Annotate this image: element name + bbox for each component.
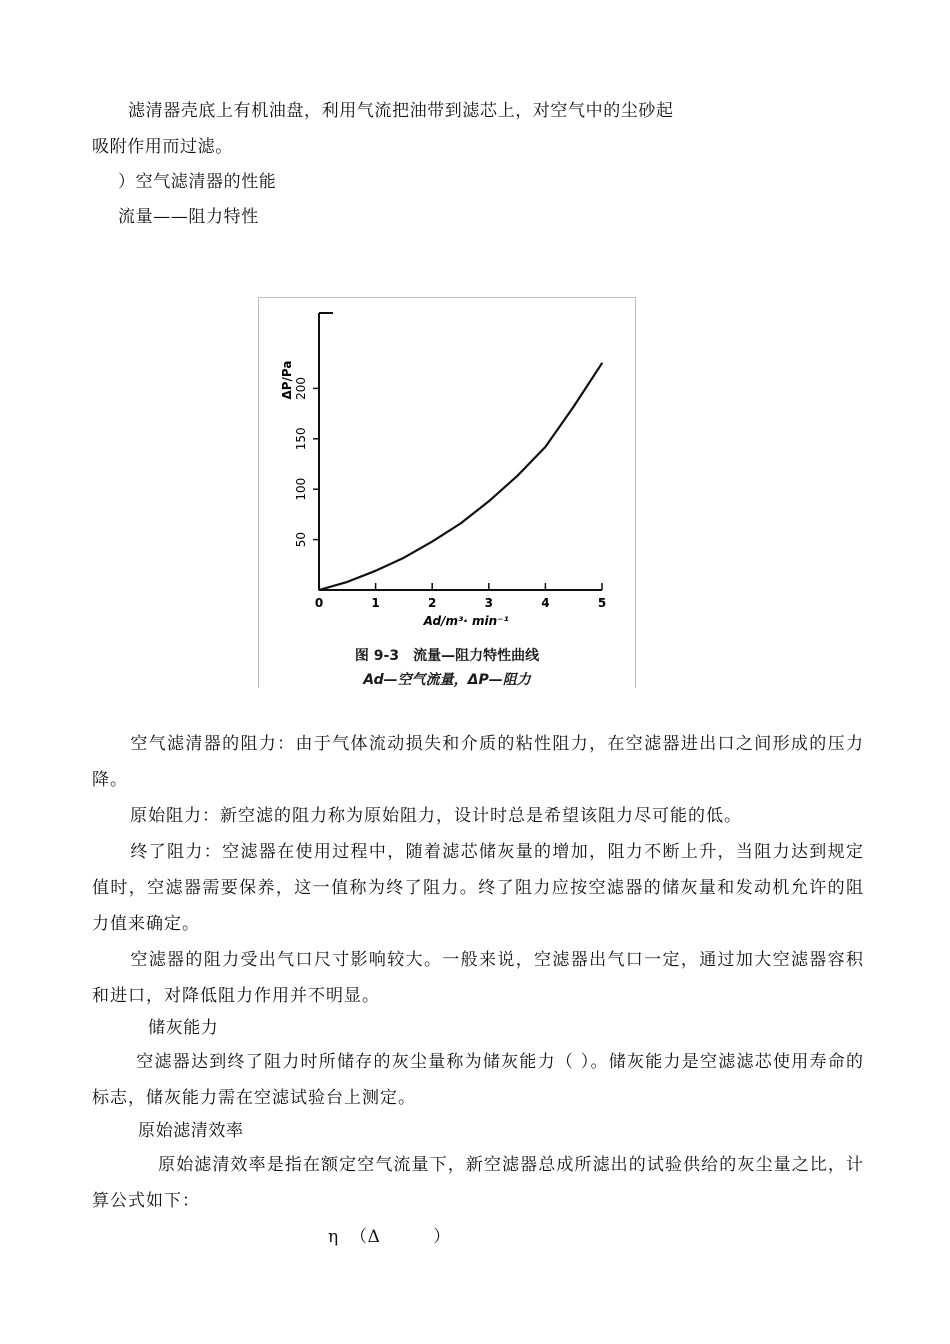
data-point — [488, 500, 490, 502]
paragraph-resistance — [92, 726, 864, 798]
data-point — [601, 362, 603, 364]
y-tick-label: 150 — [294, 427, 308, 451]
data-point — [347, 581, 349, 583]
data-point — [318, 589, 320, 591]
data-point — [545, 446, 547, 448]
text-line-2: 吸附作用而过滤。 — [92, 137, 233, 157]
data-point — [573, 406, 575, 408]
x-tick-label: 4 — [541, 596, 550, 610]
x-tick-label: 1 — [371, 596, 380, 610]
formula-expression: （Δ ） — [350, 1227, 451, 1247]
data-point — [403, 557, 405, 559]
paragraph-outlet-size-text: 空滤器的阻力受出气口尺寸影响较大。一般来说，空滤器出气口一定，通过加大空滤器容积和进口，对降低阻力作用并不明显。 — [92, 950, 864, 1006]
paragraph-outlet-size — [92, 942, 864, 1014]
paragraph-initial-resistance — [92, 798, 864, 834]
series-line — [319, 363, 602, 590]
data-point — [431, 541, 433, 543]
paragraph-initial-resistance-text: 原始阻力：新空滤的阻力称为原始阻力，设计时总是希望该阻力尽可能的低。 — [130, 806, 742, 826]
section-heading-dust-capacity: 储灰能力 — [148, 1018, 219, 1038]
y-tick-label: 100 — [294, 477, 308, 501]
data-point — [375, 570, 377, 572]
formula-eta: η — [328, 1227, 339, 1247]
x-tick-label: 3 — [484, 596, 493, 610]
paragraph-initial-efficiency — [92, 1147, 864, 1219]
paragraph-final-resistance — [92, 834, 864, 942]
x-axis-label: Ad/m³· min⁻¹ — [423, 614, 509, 628]
x-tick-label: 2 — [428, 596, 437, 610]
section-heading-initial-efficiency: 原始滤清效率 — [138, 1121, 244, 1141]
paragraph-resistance-text: 空气滤清器的阻力：由于气体流动损失和介质的粘性阻力，在空滤器进出口之间形成的压力降。 — [92, 734, 864, 790]
figure-flow-resistance — [258, 297, 636, 688]
x-tick-label: 5 — [597, 596, 607, 610]
figure-caption-title: 图 9-3 流量—阻力特性曲线 — [354, 648, 540, 664]
y-tick-label: 50 — [294, 531, 308, 548]
flow-resistance-chart — [259, 298, 635, 688]
section-heading-flow-resistance: 流量——阻力特性 — [118, 207, 259, 227]
section-heading-performance: ）空气滤清器的性能 — [118, 172, 277, 192]
figure-caption-legend: Ad—空气流量，ΔP—阻力 — [363, 672, 531, 688]
y-tick-label: 200 — [294, 376, 308, 400]
data-point — [460, 523, 462, 525]
text-line-1: 滤清器壳底上有机油盘，利用气流把油带到滤芯上，对空气中的尘砂起 — [128, 101, 674, 121]
data-point — [516, 475, 518, 477]
y-axis-label: ΔP/Pa — [280, 360, 294, 400]
paragraph-initial-efficiency-text: 原始滤清效率是指在额定空气流量下，新空滤器总成所滤出的试验供给的灰尘量之比，计算公式如下： — [92, 1155, 864, 1211]
paragraph-final-resistance-text: 终了阻力：空滤器在使用过程中，随着滤芯储灰量的增加，阻力不断上升，当阻力达到规定值时，空滤器需要保养，这一值称为终了阻力。终了阻力应按空滤器的储灰量和发动机允许的阻力值来确定。 — [92, 842, 864, 934]
paragraph-dust-capacity-text: 空滤器达到终了阻力时所储存的灰尘量称为储灰能力（ ）。储灰能力是空滤滤芯使用寿命的标志，储灰能力需在空滤试验台上测定。 — [92, 1052, 864, 1108]
paragraph-dust-capacity — [92, 1044, 864, 1116]
x-tick-label: 0 — [314, 596, 324, 610]
